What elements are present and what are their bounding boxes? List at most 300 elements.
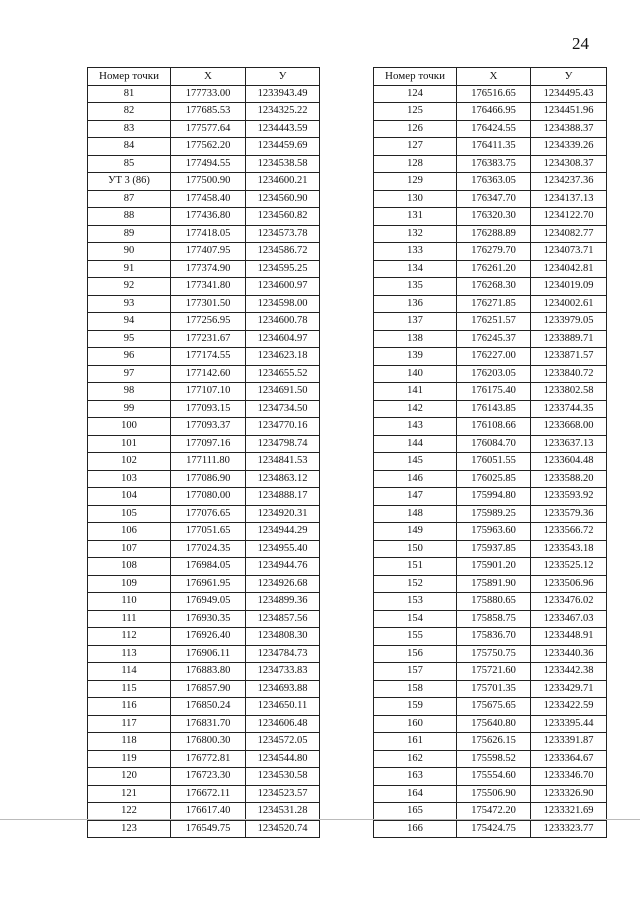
cell-point-number: 97 [88, 365, 171, 383]
table-row [88, 698, 320, 716]
cell-point-number: 163 [374, 768, 457, 786]
cell-y: 1234237.36 [531, 173, 607, 191]
cell-x: 177111.80 [171, 453, 246, 471]
table-row [88, 558, 320, 576]
cell-y: 1233637.13 [531, 435, 607, 453]
cell-x: 176549.75 [171, 820, 246, 838]
cell-x: 175506.90 [457, 785, 531, 803]
cell-y: 1234926.68 [246, 575, 320, 593]
table-row [374, 663, 607, 681]
cell-x: 177051.65 [171, 523, 246, 541]
cell-y: 1233429.71 [531, 680, 607, 698]
cell-y: 1233889.71 [531, 330, 607, 348]
table-row [88, 768, 320, 786]
cell-x: 177458.40 [171, 190, 246, 208]
table-row [88, 365, 320, 383]
cell-point-number: 90 [88, 243, 171, 261]
cell-point-number: 111 [88, 610, 171, 628]
cell-x: 176466.95 [457, 103, 531, 121]
cell-x: 176175.40 [457, 383, 531, 401]
cell-point-number: 130 [374, 190, 457, 208]
table-row [88, 663, 320, 681]
cell-point-number: 83 [88, 120, 171, 138]
cell-y: 1234920.31 [246, 505, 320, 523]
cell-x: 176108.66 [457, 418, 531, 436]
cell-point-number: 153 [374, 593, 457, 611]
cell-point-number: 114 [88, 663, 171, 681]
cell-point-number: 159 [374, 698, 457, 716]
cell-y: 1233395.44 [531, 715, 607, 733]
cell-point-number: 137 [374, 313, 457, 331]
cell-y: 1234560.90 [246, 190, 320, 208]
cell-point-number: 118 [88, 733, 171, 751]
cell-y: 1233593.92 [531, 488, 607, 506]
table-row [374, 103, 607, 121]
cell-point-number: 135 [374, 278, 457, 296]
cell-point-number: 120 [88, 768, 171, 786]
cell-x: 176949.05 [171, 593, 246, 611]
cell-point-number: 147 [374, 488, 457, 506]
cell-point-number: 88 [88, 208, 171, 226]
cell-x: 176268.30 [457, 278, 531, 296]
cell-y: 1233346.70 [531, 768, 607, 786]
table-row [88, 610, 320, 628]
cell-y: 1234538.58 [246, 155, 320, 173]
cell-point-number: 133 [374, 243, 457, 261]
cell-x: 177076.65 [171, 505, 246, 523]
cell-x: 175701.35 [457, 680, 531, 698]
cell-point-number: 126 [374, 120, 457, 138]
cell-y: 1234798.74 [246, 435, 320, 453]
cell-x: 177107.10 [171, 383, 246, 401]
cell-y: 1234019.09 [531, 278, 607, 296]
cell-y: 1234339.26 [531, 138, 607, 156]
cell-x: 175721.60 [457, 663, 531, 681]
cell-y: 1233448.91 [531, 628, 607, 646]
cell-point-number: 136 [374, 295, 457, 313]
cell-x: 177577.64 [171, 120, 246, 138]
table-row [88, 645, 320, 663]
cell-x: 176227.00 [457, 348, 531, 366]
page-number: 24 [572, 34, 589, 53]
cell-x: 176271.85 [457, 295, 531, 313]
table-row [88, 470, 320, 488]
cell-y: 1233442.38 [531, 663, 607, 681]
table-row [374, 610, 607, 628]
cell-x: 175598.52 [457, 750, 531, 768]
cell-point-number: 145 [374, 453, 457, 471]
cell-y: 1234606.48 [246, 715, 320, 733]
cell-point-number: 116 [88, 698, 171, 716]
cell-x: 177093.15 [171, 400, 246, 418]
table-row [88, 278, 320, 296]
cell-x: 176961.95 [171, 575, 246, 593]
cell-x: 175640.80 [457, 715, 531, 733]
cell-y: 1234944.76 [246, 558, 320, 576]
table-row [374, 365, 607, 383]
cell-x: 176857.90 [171, 680, 246, 698]
cell-y: 1233467.03 [531, 610, 607, 628]
cell-x: 176051.55 [457, 453, 531, 471]
table-row [374, 523, 607, 541]
cell-x: 175858.75 [457, 610, 531, 628]
table-row [374, 138, 607, 156]
table-row [88, 190, 320, 208]
table-row [88, 155, 320, 173]
cell-x: 176203.05 [457, 365, 531, 383]
header-y: У [531, 68, 607, 86]
cell-point-number: 161 [374, 733, 457, 751]
cell-point-number: 96 [88, 348, 171, 366]
table-row [374, 785, 607, 803]
cell-y: 1234586.72 [246, 243, 320, 261]
cell-x: 176383.75 [457, 155, 531, 173]
cell-point-number: 108 [88, 558, 171, 576]
cell-y: 1234451.96 [531, 103, 607, 121]
cell-y: 1234733.83 [246, 663, 320, 681]
cell-point-number: 160 [374, 715, 457, 733]
cell-point-number: 113 [88, 645, 171, 663]
cell-point-number: 155 [374, 628, 457, 646]
cell-point-number: 144 [374, 435, 457, 453]
cell-x: 176617.40 [171, 803, 246, 821]
cell-y: 1234655.52 [246, 365, 320, 383]
table-row [88, 313, 320, 331]
cell-x: 175626.15 [457, 733, 531, 751]
cell-x: 177374.90 [171, 260, 246, 278]
cell-x: 175937.85 [457, 540, 531, 558]
table-row [374, 260, 607, 278]
table-row [88, 260, 320, 278]
table-row [88, 803, 320, 821]
table-row [88, 750, 320, 768]
cell-y: 1234122.70 [531, 208, 607, 226]
cell-y: 1234459.69 [246, 138, 320, 156]
cell-y: 1233566.72 [531, 523, 607, 541]
table-row [374, 155, 607, 173]
table-row [88, 540, 320, 558]
cell-y: 1233604.48 [531, 453, 607, 471]
cell-y: 1234544.80 [246, 750, 320, 768]
table-row [374, 593, 607, 611]
cell-y: 1233588.20 [531, 470, 607, 488]
cell-y: 1234808.30 [246, 628, 320, 646]
cell-y: 1234495.43 [531, 85, 607, 103]
cell-x: 176516.65 [457, 85, 531, 103]
cell-y: 1233476.02 [531, 593, 607, 611]
cell-x: 176251.57 [457, 313, 531, 331]
table-row [88, 715, 320, 733]
cell-point-number: 103 [88, 470, 171, 488]
cell-point-number: 157 [374, 663, 457, 681]
cell-x: 176288.89 [457, 225, 531, 243]
cell-y: 1234531.28 [246, 803, 320, 821]
table-row [374, 278, 607, 296]
cell-y: 1234082.77 [531, 225, 607, 243]
header-point-number: Номер точки [88, 68, 171, 86]
cell-point-number: 117 [88, 715, 171, 733]
cell-point-number: УТ 3 (86) [88, 173, 171, 191]
table-row [88, 400, 320, 418]
cell-point-number: 89 [88, 225, 171, 243]
cell-x: 176261.20 [457, 260, 531, 278]
cell-x: 176831.70 [171, 715, 246, 733]
table-row [374, 698, 607, 716]
table-row [374, 85, 607, 103]
cell-point-number: 127 [374, 138, 457, 156]
cell-point-number: 93 [88, 295, 171, 313]
cell-point-number: 140 [374, 365, 457, 383]
cell-x: 177080.00 [171, 488, 246, 506]
table-row [88, 418, 320, 436]
cell-x: 177142.60 [171, 365, 246, 383]
cell-x: 176245.37 [457, 330, 531, 348]
cell-y: 1233391.87 [531, 733, 607, 751]
cell-x: 175963.60 [457, 523, 531, 541]
cell-x: 175675.65 [457, 698, 531, 716]
cell-x: 175554.60 [457, 768, 531, 786]
cell-y: 1233506.96 [531, 575, 607, 593]
cell-point-number: 146 [374, 470, 457, 488]
cell-point-number: 150 [374, 540, 457, 558]
cell-x: 175836.70 [457, 628, 531, 646]
cell-x: 176672.11 [171, 785, 246, 803]
cell-x: 176143.85 [457, 400, 531, 418]
table-row [374, 680, 607, 698]
cell-y: 1234388.37 [531, 120, 607, 138]
cell-x: 176930.35 [171, 610, 246, 628]
cell-x: 176850.24 [171, 698, 246, 716]
cell-point-number: 112 [88, 628, 171, 646]
cell-point-number: 98 [88, 383, 171, 401]
table-row [374, 645, 607, 663]
table-row [374, 120, 607, 138]
cell-x: 176347.70 [457, 190, 531, 208]
cell-y: 1233802.58 [531, 383, 607, 401]
header-y: У [246, 68, 320, 86]
cell-y: 1234073.71 [531, 243, 607, 261]
table-row [88, 85, 320, 103]
table-row [88, 103, 320, 121]
cell-point-number: 151 [374, 558, 457, 576]
table-row [374, 558, 607, 576]
cell-y: 1234520.74 [246, 820, 320, 838]
cell-y: 1234137.13 [531, 190, 607, 208]
table-row [88, 173, 320, 191]
cell-x: 176883.80 [171, 663, 246, 681]
cell-y: 1234770.16 [246, 418, 320, 436]
table-row [374, 505, 607, 523]
table-row [88, 505, 320, 523]
coordinates-table-left [87, 67, 320, 838]
cell-point-number: 162 [374, 750, 457, 768]
table-header-row [88, 68, 320, 86]
cell-x: 177562.20 [171, 138, 246, 156]
cell-x: 176926.40 [171, 628, 246, 646]
table-row [88, 435, 320, 453]
cell-x: 175472.20 [457, 803, 531, 821]
cell-x: 175891.90 [457, 575, 531, 593]
table-row [374, 243, 607, 261]
table-row [88, 208, 320, 226]
table-row [88, 225, 320, 243]
table-row [374, 295, 607, 313]
cell-point-number: 128 [374, 155, 457, 173]
table-row [374, 488, 607, 506]
cell-point-number: 132 [374, 225, 457, 243]
cell-x: 176800.30 [171, 733, 246, 751]
cell-point-number: 87 [88, 190, 171, 208]
cell-point-number: 165 [374, 803, 457, 821]
cell-y: 1233440.36 [531, 645, 607, 663]
cell-y: 1233422.59 [531, 698, 607, 716]
cell-point-number: 164 [374, 785, 457, 803]
table-row [88, 120, 320, 138]
table-row [88, 383, 320, 401]
cell-x: 175989.25 [457, 505, 531, 523]
cell-y: 1233323.77 [531, 820, 607, 838]
cell-y: 1234573.78 [246, 225, 320, 243]
cell-x: 176723.30 [171, 768, 246, 786]
table-row [88, 575, 320, 593]
cell-x: 176363.05 [457, 173, 531, 191]
cell-point-number: 121 [88, 785, 171, 803]
cell-x: 176084.70 [457, 435, 531, 453]
table-row [88, 820, 320, 838]
cell-y: 1234784.73 [246, 645, 320, 663]
cell-x: 175424.75 [457, 820, 531, 838]
cell-y: 1233579.36 [531, 505, 607, 523]
table-row [374, 330, 607, 348]
table-row [88, 295, 320, 313]
cell-point-number: 115 [88, 680, 171, 698]
cell-y: 1234955.40 [246, 540, 320, 558]
cell-y: 1233321.69 [531, 803, 607, 821]
cell-x: 177097.16 [171, 435, 246, 453]
table-row [88, 680, 320, 698]
cell-point-number: 106 [88, 523, 171, 541]
cell-y: 1234857.56 [246, 610, 320, 628]
cell-y: 1234572.05 [246, 733, 320, 751]
table-row [88, 453, 320, 471]
cell-point-number: 166 [374, 820, 457, 838]
cell-point-number: 123 [88, 820, 171, 838]
cell-point-number: 134 [374, 260, 457, 278]
header-x: X [171, 68, 246, 86]
cell-y: 1233525.12 [531, 558, 607, 576]
cell-point-number: 100 [88, 418, 171, 436]
table-row [374, 313, 607, 331]
cell-point-number: 109 [88, 575, 171, 593]
header-x: X [457, 68, 531, 86]
cell-x: 175901.20 [457, 558, 531, 576]
cell-point-number: 154 [374, 610, 457, 628]
cell-point-number: 107 [88, 540, 171, 558]
cell-point-number: 119 [88, 750, 171, 768]
cell-y: 1234693.88 [246, 680, 320, 698]
cell-x: 177174.55 [171, 348, 246, 366]
table-row [374, 173, 607, 191]
cell-x: 177685.53 [171, 103, 246, 121]
cell-point-number: 81 [88, 85, 171, 103]
cell-point-number: 91 [88, 260, 171, 278]
table-row [374, 715, 607, 733]
cell-y: 1233871.57 [531, 348, 607, 366]
cell-x: 177256.95 [171, 313, 246, 331]
table-row [374, 348, 607, 366]
cell-point-number: 122 [88, 803, 171, 821]
cell-y: 1234650.11 [246, 698, 320, 716]
cell-point-number: 156 [374, 645, 457, 663]
table-row [374, 575, 607, 593]
cell-point-number: 84 [88, 138, 171, 156]
cell-x: 175994.80 [457, 488, 531, 506]
table-row [374, 540, 607, 558]
cell-y: 1234944.29 [246, 523, 320, 541]
coordinates-table-right [373, 67, 607, 838]
cell-x: 177733.00 [171, 85, 246, 103]
cell-y: 1234888.17 [246, 488, 320, 506]
cell-x: 177494.55 [171, 155, 246, 173]
cell-y: 1234443.59 [246, 120, 320, 138]
table-row [374, 383, 607, 401]
table-row [374, 803, 607, 821]
table-row [374, 453, 607, 471]
table-row [374, 190, 607, 208]
cell-point-number: 149 [374, 523, 457, 541]
cell-point-number: 142 [374, 400, 457, 418]
table-row [374, 208, 607, 226]
cell-y: 1234560.82 [246, 208, 320, 226]
cell-x: 177341.80 [171, 278, 246, 296]
cell-y: 1233979.05 [531, 313, 607, 331]
cell-y: 1234600.97 [246, 278, 320, 296]
cell-x: 177024.35 [171, 540, 246, 558]
cell-y: 1233744.35 [531, 400, 607, 418]
cell-x: 177301.50 [171, 295, 246, 313]
cell-y: 1234598.00 [246, 295, 320, 313]
table-row [374, 820, 607, 838]
table-row [88, 243, 320, 261]
cell-point-number: 105 [88, 505, 171, 523]
cell-y: 1234042.81 [531, 260, 607, 278]
cell-x: 175750.75 [457, 645, 531, 663]
cell-x: 176984.05 [171, 558, 246, 576]
cell-point-number: 143 [374, 418, 457, 436]
cell-point-number: 138 [374, 330, 457, 348]
table-row [88, 785, 320, 803]
cell-y: 1233543.18 [531, 540, 607, 558]
cell-x: 177231.67 [171, 330, 246, 348]
table-row [374, 733, 607, 751]
table-row [374, 628, 607, 646]
cell-point-number: 110 [88, 593, 171, 611]
cell-y: 1234863.12 [246, 470, 320, 488]
cell-y: 1234691.50 [246, 383, 320, 401]
table-row [374, 470, 607, 488]
cell-x: 177086.90 [171, 470, 246, 488]
table-row [374, 750, 607, 768]
cell-point-number: 158 [374, 680, 457, 698]
cell-point-number: 104 [88, 488, 171, 506]
cell-point-number: 125 [374, 103, 457, 121]
cell-x: 176279.70 [457, 243, 531, 261]
cell-y: 1234308.37 [531, 155, 607, 173]
cell-x: 176320.30 [457, 208, 531, 226]
cell-point-number: 129 [374, 173, 457, 191]
cell-y: 1234600.21 [246, 173, 320, 191]
table-row [88, 488, 320, 506]
